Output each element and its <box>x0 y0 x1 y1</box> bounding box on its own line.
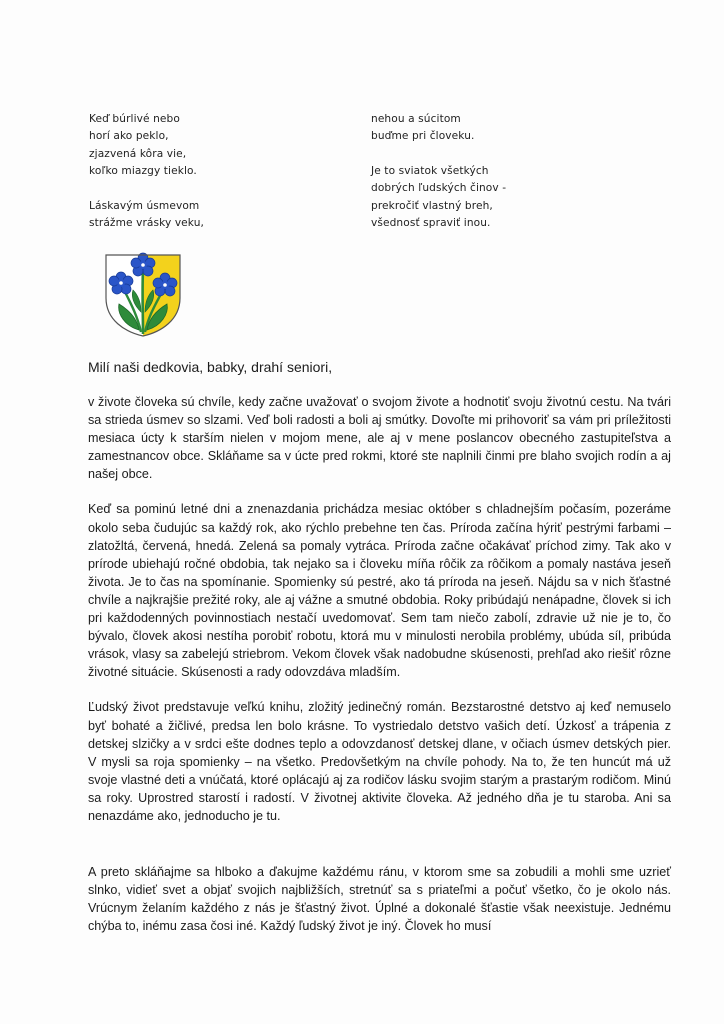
poem-right-column <box>371 111 506 249</box>
poem-line: strážme vrásky veku, <box>89 217 204 230</box>
poem-line: dobrých ľudských činov - <box>371 182 507 195</box>
poem-line: Keď búrlivé nebo <box>89 113 180 125</box>
paragraph: A preto skláňajme sa hlboko a ďakujme každému ránu, v ktorom sme sa zobudili a mohli sme uzrieť slnko, vidieť svet a objať svojich najbližších, stretnúť sa s priateľmi a počuť všetko, čo je okolo nás. Vrúcnym želaním každého z nás je šťastný život. Úplné a dokonalé šťastie však neexistuje. Jednému chýba to, inému zasa čosi iné. Každý ľudský život je iný. Človek ho musí <box>88 865 671 934</box>
paragraph: Ľudský život predstavuje veľkú knihu, zložitý jedinečný román. Bezstarostné detstvo aj keď nemuselo byť bohaté a žičlivé, predsa len bolo krásne. To vystriedalo detstvo vašich detí. Úzkosť a trápenia z detskej slzičky a v srdci ešte dodnes teplo a odovzdanosť detskej dlane, v očiach úsmev detských pier. V mysli sa roja spomienky – na všetko. Predovšetkým na chvíle pohody. Na to, že ten huncút má už svoje vlastné deti a vnúčatá, ktoré oplácajú aj za rodičov lásku svojim starým a prastarým rodičom. Minú sa roky. Uprostred starostí i radostí. V životnej aktivite človeka. Až jedného dňa je tu staroba. Ani sa nenazdáme ako, jednoducho je tu. <box>88 700 671 823</box>
poem-line: koľko miazgy tieklo. <box>89 165 197 178</box>
municipal-coat-of-arms-icon <box>103 252 183 338</box>
salutation: Milí naši dedkovia, babky, drahí seniori, <box>88 359 333 375</box>
poem-line: Láskavým úsmevom <box>89 199 200 212</box>
poem-stanza <box>371 111 506 146</box>
poem-stanza <box>89 198 204 233</box>
poem-line: všednosť spraviť inou. <box>371 217 491 230</box>
poem-line: Je to sviatok všetkých <box>371 164 489 177</box>
poem-stanza <box>371 163 506 233</box>
poem-line: zjazvená kôra vie, <box>89 147 187 160</box>
poem-line: prekročiť vlastný breh, <box>371 199 493 212</box>
poem-line: nehou a súcitom <box>371 113 461 125</box>
paragraph: Keď sa pominú letné dni a znenazdania prichádza mesiac október s chladnejším počasím, pozeráme okolo seba čudujúc sa každý rok, ako rýchlo prebehne ten čas. Príroda začína hýriť pestrými farbami – zlatožltá, červená, hnedá. Zelená sa pomaly vytráca. Príroda začne očakávať príchod zimy. Tak ako v prírode ubiehajú ročné obdobia, tak nejako sa i človeku míňa rôčik za rôčikom a pomaly nastáva jeseň života. Je to čas na spomínanie. Spomienky sú pestré, ako tá príroda na jeseň. Nájdu sa v nich šťastné chvíle a najkrajšie prežité roky, ale aj vážne a smutné obdobia. Roky pribúdajú nenápadne, človek si ich pri každodenných povinnostiach nestačí uvedomovať. Sem tam niečo zabolí, zdravie už nie je to, čo bývalo, človek akosi nestíha porobiť robotu, ktorá mu v minulosti nerobila problémy, ubúda síl, pribúda vrások, vlasy sa zabelejú striebrom. Vekom človek však nadobudne skúsenosti, prehľad ako riešiť rôzne životné situácie. Skúsenosti a rady odovzdáva mladším. <box>88 502 671 680</box>
poem-line: horí ako peklo, <box>89 130 169 143</box>
poem-left-column <box>89 111 204 249</box>
poem-stanza <box>89 111 204 181</box>
poem-line: buďme pri človeku. <box>371 130 475 143</box>
paragraph: v živote človeka sú chvíle, kedy začne uvažovať o svojom živote a hodnotiť svoju životnú cestu. Na tvári sa strieda úsmev so slzami. Veď boli radosti a boli aj smútky. Dovoľte mi prihovoriť sa vám pri príležitosti mesiaca úcty k starším nielen v mojom mene, ale aj v mene poslancov obecného zastupiteľstva a zamestnancov obce. Skláňame sa v úcte pred rokmi, ktoré ste naplnili činmi pre blaho svojich rodín a aj našej obce. <box>88 395 671 482</box>
letter-body <box>88 358 671 952</box>
